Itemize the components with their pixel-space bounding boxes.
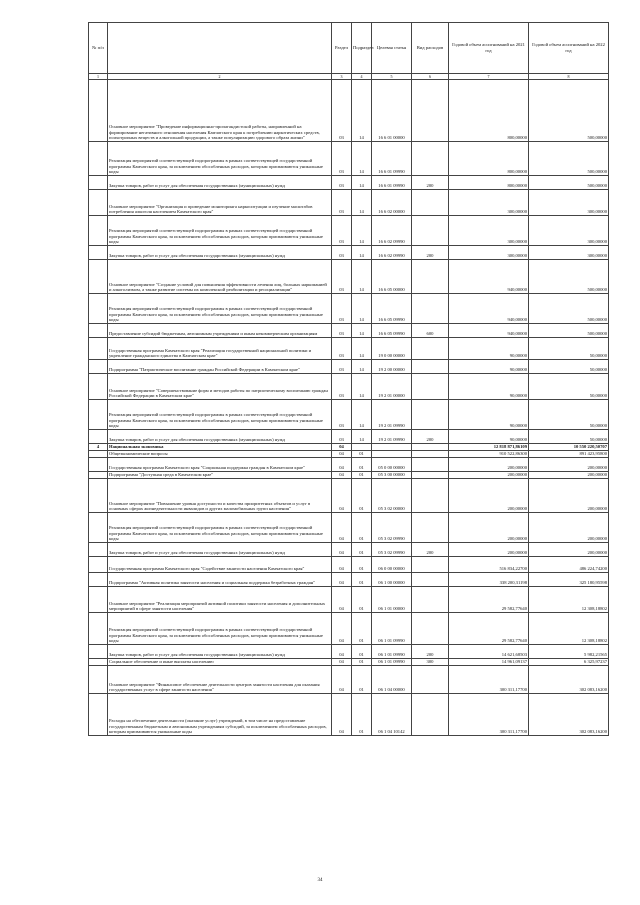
- cell-v2: 200,00000: [529, 458, 609, 472]
- cell-tgt: 19 0 00 00000: [372, 338, 412, 360]
- cell-sub: 14: [352, 246, 372, 260]
- cell-name: Расходы на обеспечение деятельности (оказание услуг) учреждений, в том числе на предоставление государственным бюджетным и автономным учреждениям субсидий, за исключением обособленных расходов, которым присваиваются уникальные коды: [108, 694, 332, 736]
- table-row: [89, 176, 609, 190]
- cell-sec: 04: [332, 513, 352, 543]
- cell-exp: 200: [412, 645, 449, 659]
- cell-exp: 200: [412, 246, 449, 260]
- cell-v2: 500,00000: [529, 324, 609, 338]
- cell-sub: 14: [352, 176, 372, 190]
- table-row: [89, 451, 609, 458]
- cell-v2: 500,00000: [529, 260, 609, 294]
- cell-sec: 04: [332, 573, 352, 587]
- cell-v1: 300,00000: [449, 216, 529, 246]
- cell-sec: 03: [332, 430, 352, 444]
- cell-exp: [412, 400, 449, 430]
- cell-num: [89, 216, 108, 246]
- table-row: [89, 190, 609, 216]
- cell-num: 4: [89, 444, 108, 451]
- cell-exp: 600: [412, 324, 449, 338]
- cell-tgt: 19 2 01 00000: [372, 374, 412, 400]
- cell-name: Реализация мероприятий соответствующей подпрограммы в рамках соответствующей государственной программы Камчатского края, за исключением обособленных расходов, которым присваиваются уникальные коды: [108, 513, 332, 543]
- cell-sub: [352, 444, 372, 451]
- cell-v1: 800,00000: [449, 142, 529, 176]
- cell-sec: 03: [332, 360, 352, 374]
- cell-num: [89, 430, 108, 444]
- cell-exp: [412, 479, 449, 513]
- cell-v1: 200,00000: [449, 479, 529, 513]
- table-row: [89, 587, 609, 613]
- cell-exp: [412, 260, 449, 294]
- cell-v1: 29 582,77640: [449, 613, 529, 645]
- table-row: [89, 400, 609, 430]
- cell-v1: 90,00000: [449, 400, 529, 430]
- cell-exp: [412, 587, 449, 613]
- table-row: [89, 513, 609, 543]
- cell-v1: 940,00000: [449, 294, 529, 324]
- cell-name: Реализация мероприятий соответствующей подпрограммы в рамках соответствующей государственной программы Камчатского края, за исключением обособленных расходов, которым присваиваются уникальные коды: [108, 142, 332, 176]
- cell-exp: [412, 666, 449, 694]
- cell-v2: 50,00000: [529, 338, 609, 360]
- cell-v2: 5 982,21565: [529, 645, 609, 659]
- cell-v2: 300,00000: [529, 216, 609, 246]
- cell-sub: 01: [352, 557, 372, 573]
- table-row: [89, 444, 609, 451]
- cell-num: [89, 645, 108, 659]
- cell-num: [89, 573, 108, 587]
- cell-tgt: 16 6 05 09990: [372, 324, 412, 338]
- cell-v2: 891 423,95800: [529, 451, 609, 458]
- col-header-name: [108, 23, 332, 74]
- cell-sub: 14: [352, 190, 372, 216]
- col-number: 5: [372, 74, 412, 80]
- cell-num: [89, 472, 108, 479]
- table-row: [89, 557, 609, 573]
- cell-v1: 910 522,86300: [449, 451, 529, 458]
- col-header-section: Раздел: [332, 23, 352, 74]
- cell-num: [89, 666, 108, 694]
- cell-name: Предоставление субсидий бюджетным, автономным учреждениям и иным некоммерческим организациям: [108, 324, 332, 338]
- cell-name: Закупка товаров, работ и услуг для обеспечения государственных (муниципальных) нужд: [108, 645, 332, 659]
- cell-sec: 03: [332, 374, 352, 400]
- cell-tgt: 16 6 02 09990: [372, 216, 412, 246]
- col-header-2021: Годовой объем ассигнований на 2021 год: [449, 23, 529, 74]
- table-row: [89, 246, 609, 260]
- cell-sub: 01: [352, 451, 372, 458]
- cell-num: [89, 246, 108, 260]
- cell-num: [89, 294, 108, 324]
- cell-sec: 03: [332, 216, 352, 246]
- cell-name: Закупка товаров, работ и услуг для обеспечения государственных (муниципальных) нужд: [108, 543, 332, 557]
- cell-tgt: 06 1 00 00000: [372, 573, 412, 587]
- cell-sec: 04: [332, 444, 352, 451]
- cell-v2: 50,00000: [529, 400, 609, 430]
- cell-sub: 14: [352, 216, 372, 246]
- cell-v1: 200,00000: [449, 458, 529, 472]
- cell-sec: 04: [332, 458, 352, 472]
- cell-name: Реализация мероприятий соответствующей подпрограммы в рамках соответствующей государственной программы Камчатского края, за исключением обособленных расходов, которым присваиваются уникальные коды: [108, 613, 332, 645]
- cell-v1: 200,00000: [449, 472, 529, 479]
- cell-name: Подпрограмма "Активная политика занятости населения и социальная поддержка безработных граждан": [108, 573, 332, 587]
- cell-name: Реализация мероприятий соответствующей подпрограммы в рамках соответствующей государственной программы Камчатского края, за исключением обособленных расходов, которым присваиваются уникальные коды: [108, 294, 332, 324]
- cell-sub: 14: [352, 374, 372, 400]
- cell-sec: 04: [332, 659, 352, 666]
- cell-exp: [412, 557, 449, 573]
- cell-exp: 200: [412, 430, 449, 444]
- cell-num: [89, 324, 108, 338]
- cell-tgt: 05 3 00 00000: [372, 472, 412, 479]
- cell-tgt: 06 1 01 09990: [372, 659, 412, 666]
- cell-v2: 500,00000: [529, 176, 609, 190]
- cell-tgt: 06 1 01 00000: [372, 587, 412, 613]
- cell-tgt: 06 1 04 10142: [372, 694, 412, 736]
- cell-name: Закупка товаров, работ и услуг для обеспечения государственных (муниципальных) нужд: [108, 176, 332, 190]
- cell-name: Государственная программа Камчатского края "Реализация государственной национальной политики и укрепление гражданского единства в Камчатском крае": [108, 338, 332, 360]
- col-number: 4: [352, 74, 372, 80]
- table-row: [89, 360, 609, 374]
- cell-sec: 03: [332, 142, 352, 176]
- table-row: [89, 694, 609, 736]
- col-number: 2: [108, 74, 332, 80]
- cell-sec: 03: [332, 294, 352, 324]
- cell-sec: 04: [332, 666, 352, 694]
- cell-v2: 50,00000: [529, 430, 609, 444]
- cell-tgt: [372, 451, 412, 458]
- cell-v1: 200,00000: [449, 513, 529, 543]
- table-row: [89, 294, 609, 324]
- cell-name: Государственная программа Камчатского края "Социальная поддержка граждан в Камчатском крае": [108, 458, 332, 472]
- cell-v1: 90,00000: [449, 360, 529, 374]
- cell-sub: 14: [352, 142, 372, 176]
- cell-exp: [412, 444, 449, 451]
- cell-v2: 302 083,16200: [529, 666, 609, 694]
- cell-sec: 04: [332, 587, 352, 613]
- cell-tgt: 16 6 05 00000: [372, 260, 412, 294]
- table-row: [89, 458, 609, 472]
- col-number: 7: [449, 74, 529, 80]
- table-row: [89, 338, 609, 360]
- cell-num: [89, 176, 108, 190]
- cell-sub: 01: [352, 659, 372, 666]
- cell-num: [89, 659, 108, 666]
- cell-name: Общеэкономические вопросы: [108, 451, 332, 458]
- cell-tgt: 05 3 02 00000: [372, 479, 412, 513]
- cell-tgt: 16 6 01 09990: [372, 142, 412, 176]
- col-header-exptype: Вид расходов: [412, 23, 449, 74]
- cell-tgt: 06 1 01 09990: [372, 645, 412, 659]
- cell-v1: 300,00000: [449, 190, 529, 216]
- cell-sec: 03: [332, 80, 352, 142]
- cell-sub: 01: [352, 694, 372, 736]
- cell-exp: [412, 451, 449, 458]
- cell-v2: 486 224,74200: [529, 557, 609, 573]
- cell-exp: [412, 216, 449, 246]
- cell-name: Основное мероприятие "Финансовое обеспечение деятельности центров занятости населения для оказания государственных услуг в сфере занятости населения": [108, 666, 332, 694]
- col-header-num: № п/п: [89, 23, 108, 74]
- cell-num: [89, 80, 108, 142]
- cell-tgt: 16 6 05 09990: [372, 294, 412, 324]
- budget-table: [88, 22, 609, 736]
- table-row: [89, 543, 609, 557]
- col-number: 8: [529, 74, 609, 80]
- table-row: [89, 479, 609, 513]
- cell-v2: 200,00000: [529, 479, 609, 513]
- cell-v2: 500,00000: [529, 142, 609, 176]
- cell-tgt: 19 2 01 09990: [372, 430, 412, 444]
- cell-num: [89, 374, 108, 400]
- cell-v1: 300 311,17700: [449, 694, 529, 736]
- cell-sub: 14: [352, 400, 372, 430]
- cell-v2: 300,00000: [529, 246, 609, 260]
- cell-num: [89, 400, 108, 430]
- cell-sub: 14: [352, 260, 372, 294]
- cell-exp: [412, 360, 449, 374]
- cell-sec: 03: [332, 338, 352, 360]
- cell-name: Подпрограмма "Доступная среда в Камчатском крае": [108, 472, 332, 479]
- cell-v2: 200,00000: [529, 513, 609, 543]
- cell-sub: 01: [352, 472, 372, 479]
- cell-tgt: 19 2 01 09990: [372, 400, 412, 430]
- cell-exp: [412, 613, 449, 645]
- cell-v2: 200,00000: [529, 472, 609, 479]
- cell-tgt: 19 2 00 00000: [372, 360, 412, 374]
- cell-sub: 01: [352, 573, 372, 587]
- cell-v2: 300,00000: [529, 190, 609, 216]
- cell-v1: 940,00000: [449, 324, 529, 338]
- cell-name: Реализация мероприятий соответствующей подпрограммы в рамках соответствующей государственной программы Камчатского края, за исключением обособленных расходов, которым присваиваются уникальные коды: [108, 400, 332, 430]
- cell-tgt: 06 1 01 09990: [372, 613, 412, 645]
- cell-exp: [412, 142, 449, 176]
- table-row: [89, 324, 609, 338]
- cell-sec: 03: [332, 246, 352, 260]
- table-header-row: [89, 23, 609, 74]
- col-header-2022: Годовой объем ассигнований на 2022 год: [529, 23, 609, 74]
- cell-tgt: 05 3 02 09990: [372, 543, 412, 557]
- col-number: 1: [89, 74, 108, 80]
- cell-name: Основное мероприятие "Повышение уровня доступности и качества приоритетных объектов и услуг в основных сферах жизнедеятельности инвалидов и других маломобильных групп населения": [108, 479, 332, 513]
- cell-sec: 04: [332, 479, 352, 513]
- table-row: [89, 573, 609, 587]
- table-row: [89, 80, 609, 142]
- cell-v2: 500,00000: [529, 294, 609, 324]
- cell-sub: 01: [352, 458, 372, 472]
- cell-name: Государственная программа Камчатского края "Содействие занятости населения Камчатского края": [108, 557, 332, 573]
- table-row: [89, 142, 609, 176]
- cell-v2: 500,00000: [529, 80, 609, 142]
- cell-sec: 04: [332, 451, 352, 458]
- cell-exp: [412, 294, 449, 324]
- cell-exp: 200: [412, 543, 449, 557]
- cell-name: Закупка товаров, работ и услуг для обеспечения государственных (муниципальных) нужд: [108, 246, 332, 260]
- cell-sub: 01: [352, 479, 372, 513]
- cell-sub: 01: [352, 613, 372, 645]
- cell-sec: 03: [332, 324, 352, 338]
- cell-v1: 338 200,31198: [449, 573, 529, 587]
- cell-sec: 04: [332, 472, 352, 479]
- cell-sec: 04: [332, 557, 352, 573]
- cell-tgt: 16 6 01 00000: [372, 80, 412, 142]
- cell-v2: 302 083,16200: [529, 694, 609, 736]
- cell-name: Основное мероприятие "Реализация мероприятий активной политики занятости населения и дополнительных мероприятий в сфере занятости населения": [108, 587, 332, 613]
- cell-sec: 03: [332, 400, 352, 430]
- cell-name: Закупка товаров, работ и услуг для обеспечения государственных (муниципальных) нужд: [108, 430, 332, 444]
- cell-v1: 200,00000: [449, 543, 529, 557]
- cell-tgt: 06 0 00 00000: [372, 557, 412, 573]
- cell-tgt: [372, 444, 412, 451]
- table-body: [89, 80, 609, 736]
- cell-exp: [412, 573, 449, 587]
- cell-tgt: 05 3 02 09990: [372, 513, 412, 543]
- cell-exp: 300: [412, 659, 449, 666]
- cell-num: [89, 587, 108, 613]
- table-row: [89, 216, 609, 246]
- cell-sub: 14: [352, 324, 372, 338]
- cell-sub: 01: [352, 666, 372, 694]
- cell-sub: 14: [352, 80, 372, 142]
- cell-sub: 14: [352, 338, 372, 360]
- table-row: [89, 659, 609, 666]
- table-row: [89, 472, 609, 479]
- cell-v2: 6 325,97237: [529, 659, 609, 666]
- cell-exp: 200: [412, 176, 449, 190]
- cell-num: [89, 458, 108, 472]
- cell-v2: 200,00000: [529, 543, 609, 557]
- cell-sec: 03: [332, 176, 352, 190]
- cell-num: [89, 360, 108, 374]
- cell-exp: [412, 513, 449, 543]
- cell-exp: [412, 472, 449, 479]
- page-number: 34: [317, 878, 323, 883]
- cell-v1: 300 311,17700: [449, 666, 529, 694]
- cell-name: Социальное обеспечение и иные выплаты населению: [108, 659, 332, 666]
- cell-exp: [412, 458, 449, 472]
- cell-num: [89, 338, 108, 360]
- cell-num: [89, 557, 108, 573]
- cell-name: Подпрограмма "Патриотическое воспитание граждан Российской Федерации в Камчатском крае": [108, 360, 332, 374]
- cell-exp: [412, 80, 449, 142]
- cell-v1: 516 834,22700: [449, 557, 529, 573]
- cell-num: [89, 543, 108, 557]
- cell-sec: 04: [332, 694, 352, 736]
- table-row: [89, 260, 609, 294]
- cell-sec: 04: [332, 645, 352, 659]
- cell-sub: 14: [352, 360, 372, 374]
- cell-tgt: 16 6 01 09990: [372, 176, 412, 190]
- cell-v1: 29 582,77640: [449, 587, 529, 613]
- cell-num: [89, 260, 108, 294]
- cell-v2: 50,00000: [529, 360, 609, 374]
- cell-v1: 12 818 871,86109: [449, 444, 529, 451]
- cell-sub: 01: [352, 645, 372, 659]
- cell-sec: 03: [332, 260, 352, 294]
- cell-tgt: 16 6 02 00000: [372, 190, 412, 216]
- cell-sub: 14: [352, 294, 372, 324]
- cell-name: Основное мероприятие "Организация и проведение мониторинга наркоситуации и изучение масштабов потребления алкоголя населением Камчатского края": [108, 190, 332, 216]
- cell-sec: 03: [332, 190, 352, 216]
- col-header-target: Целевая статья: [372, 23, 412, 74]
- cell-v1: 90,00000: [449, 430, 529, 444]
- table-row: [89, 374, 609, 400]
- col-header-subsection: Подраздел: [352, 23, 372, 74]
- cell-v1: 90,00000: [449, 374, 529, 400]
- cell-v1: 90,00000: [449, 338, 529, 360]
- cell-v1: 300,00000: [449, 246, 529, 260]
- cell-sec: 04: [332, 543, 352, 557]
- cell-v2: 325 180,95598: [529, 573, 609, 587]
- cell-tgt: 16 6 02 09990: [372, 246, 412, 260]
- cell-sub: 01: [352, 513, 372, 543]
- cell-v1: 14 961,09137: [449, 659, 529, 666]
- cell-exp: [412, 190, 449, 216]
- cell-name: Национальная экономика: [108, 444, 332, 451]
- col-number: 3: [332, 74, 352, 80]
- cell-num: [89, 479, 108, 513]
- cell-v1: 14 621,68503: [449, 645, 529, 659]
- table-row: [89, 666, 609, 694]
- cell-tgt: 05 0 00 00000: [372, 458, 412, 472]
- table-row: [89, 613, 609, 645]
- cell-num: [89, 694, 108, 736]
- cell-v2: 10 550 220,50707: [529, 444, 609, 451]
- cell-v1: 800,00000: [449, 80, 529, 142]
- cell-tgt: 06 1 04 00000: [372, 666, 412, 694]
- cell-num: [89, 451, 108, 458]
- cell-v2: 12 308,18802: [529, 613, 609, 645]
- col-number: 6: [412, 74, 449, 80]
- cell-v1: 800,00000: [449, 176, 529, 190]
- table-row: [89, 645, 609, 659]
- cell-num: [89, 142, 108, 176]
- cell-v2: 12 308,18802: [529, 587, 609, 613]
- cell-sub: 14: [352, 430, 372, 444]
- cell-name: Основное мероприятие "Совершенствование форм и методов работы по патриотическому воспитанию граждан Российской Федерации в Камчатском крае": [108, 374, 332, 400]
- cell-exp: [412, 374, 449, 400]
- table-row: [89, 430, 609, 444]
- cell-name: Реализация мероприятий соответствующей подпрограммы в рамках соответствующей государственной программы Камчатского края, за исключением обособленных расходов, которым присваиваются уникальные коды: [108, 216, 332, 246]
- cell-name: Основное мероприятие "Создание условий для повышения эффективности лечения лиц, больных наркоманией и алкоголизмом, а также развитие системы их комплексной реабилитации и ресоциализации": [108, 260, 332, 294]
- cell-sec: 04: [332, 613, 352, 645]
- cell-num: [89, 613, 108, 645]
- cell-sub: 01: [352, 543, 372, 557]
- cell-num: [89, 513, 108, 543]
- cell-num: [89, 190, 108, 216]
- cell-v2: 50,00000: [529, 374, 609, 400]
- cell-exp: [412, 694, 449, 736]
- cell-v1: 940,00000: [449, 260, 529, 294]
- cell-exp: [412, 338, 449, 360]
- cell-name: Основное мероприятие "Проведение информационно-пропагандистской работы, направленной на формирование негативного отношения населения Камчатского края к потреблению наркотических средств, психотропных веществ и алкогольной продукции, а также популяризацию здорового образа жизни": [108, 80, 332, 142]
- cell-sub: 01: [352, 587, 372, 613]
